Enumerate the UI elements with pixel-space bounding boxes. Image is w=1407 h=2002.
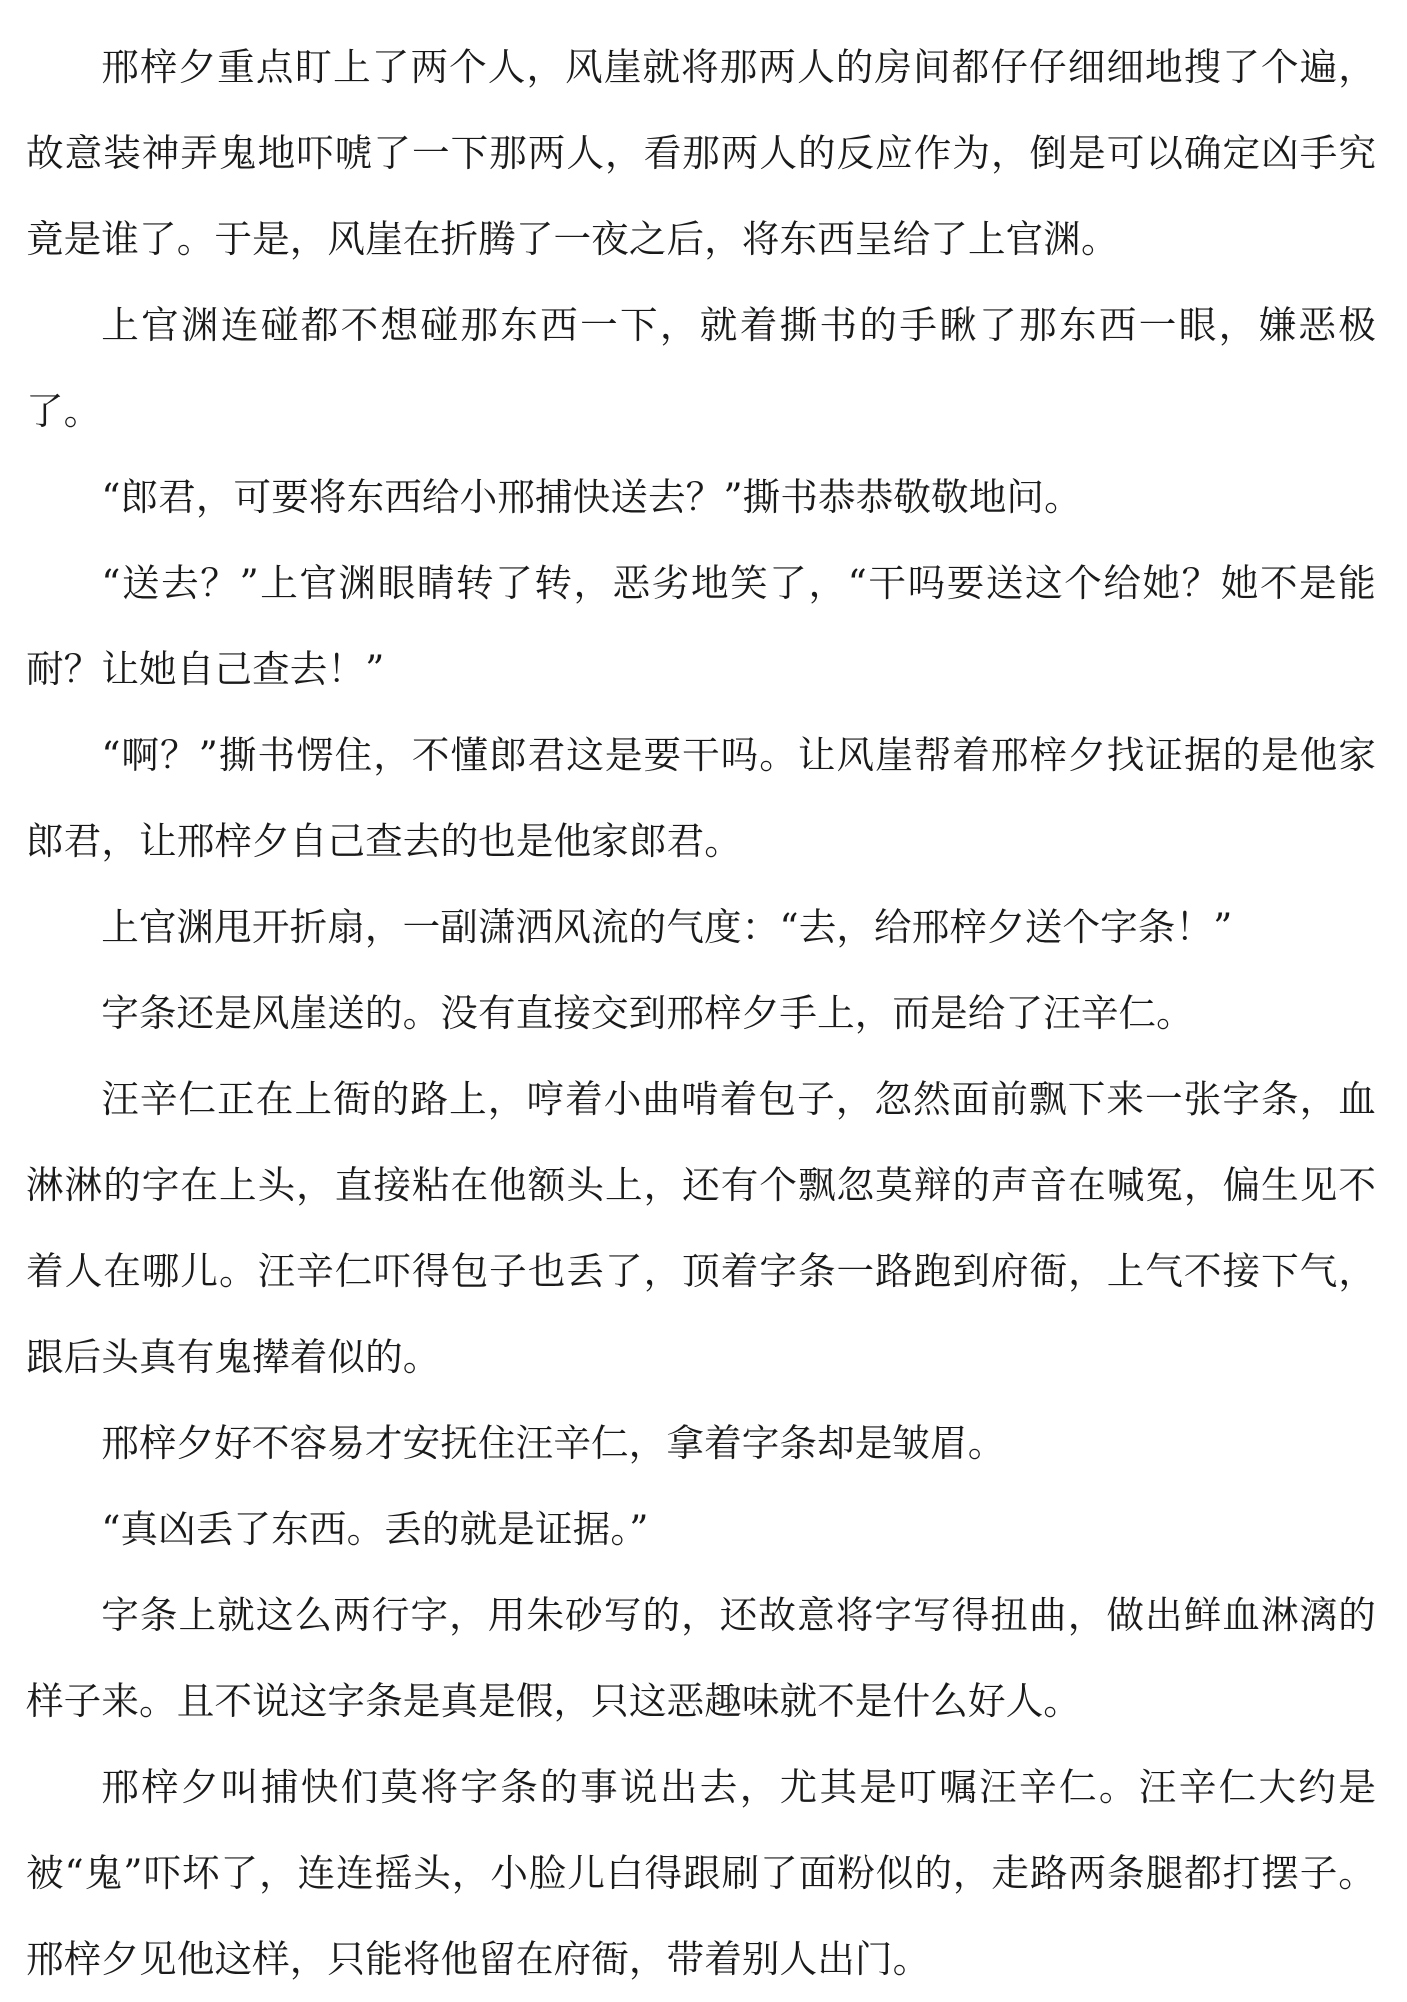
paragraph: 邢梓夕好不容易才安抚住汪辛仁，拿着字条却是皱眉。 [101,1421,1006,1465]
paragraph: 汪辛仁正在上衙的路上，哼着小曲啃着包子，忽然面前飘下来一张字条，血淋淋的字在上头，直接粘在他额头上，还有个飘忽莫辩的声音在喊冤，偏生见不着人在哪儿。汪辛仁吓得包子也丢了，顶着字条一路跑到府衙，上气不接下气，跟后头真有鬼撵着似的。 [26,1077,1376,1379]
paragraph: 上官渊连碰都不想碰那东西一下，就着撕书的手瞅了那东西一眼，嫌恶极了。 [26,303,1376,433]
paragraph: 上官渊甩开折扇，一副潇洒风流的气度：“去，给邢梓夕送个字条！” [101,905,1233,949]
paragraph: 邢梓夕叫捕快们莫将字条的事说出去，尤其是叮嘱汪辛仁。汪辛仁大约是被“鬼”吓坏了，连连摇头，小脸儿白得跟刷了面粉似的，走路两条腿都打摆子。邢梓夕见他这样，只能将他留在府衙，带着别人出门。 [26,1765,1376,1981]
paragraph: “送去？”上官渊眼睛转了转，恶劣地笑了，“干吗要送这个给她？她不是能耐？让她自己查去！” [26,561,1376,691]
paragraph: “啊？”撕书愣住，不懂郎君这是要干吗。让风崖帮着邢梓夕找证据的是他家郎君，让邢梓夕自己查去的也是他家郎君。 [26,733,1376,863]
paragraph: 字条上就这么两行字，用朱砂写的，还故意将字写得扭曲，做出鲜血淋漓的样子来。且不说这字条是真是假，只这恶趣味就不是什么好人。 [26,1593,1376,1723]
paragraph: “真凶丢了东西。丢的就是证据。” [101,1507,649,1551]
paragraph: “郎君，可要将东西给小邢捕快送去？”撕书恭恭敬敬地问。 [101,475,1082,519]
document-page [26,24,1376,2002]
paragraph: 字条还是风崖送的。没有直接交到邢梓夕手上，而是给了汪辛仁。 [101,991,1194,1035]
paragraph: 邢梓夕重点盯上了两个人，风崖就将那两人的房间都仔仔细细地搜了个遍，故意装神弄鬼地吓唬了一下那两人，看那两人的反应作为，倒是可以确定凶手究竟是谁了。于是，风崖在折腾了一夜之后，将东西呈给了上官渊。 [26,45,1376,261]
